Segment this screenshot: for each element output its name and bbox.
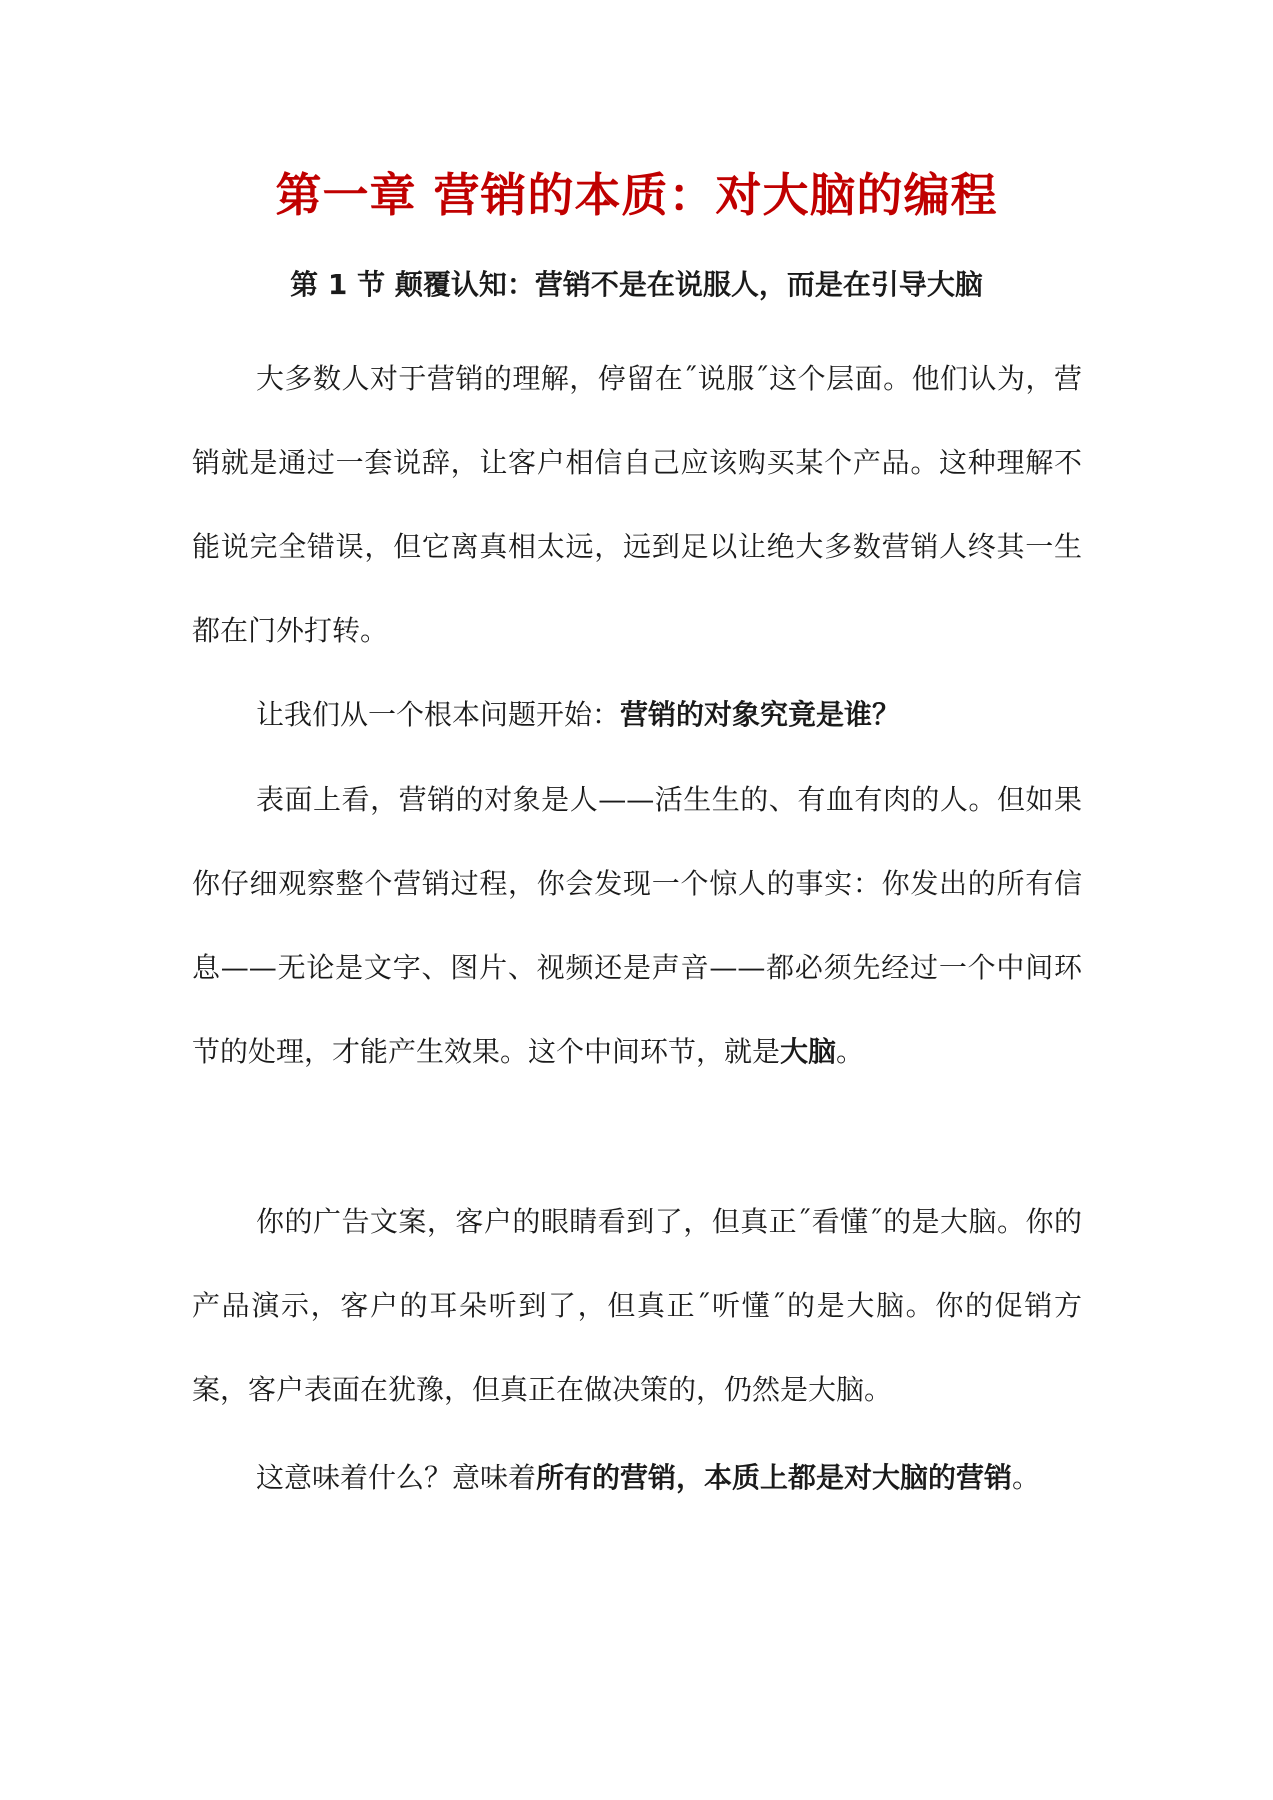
paragraph-text: 表面上看，营销的对象是人——活生生的、有血有肉的人。但如果你仔细观察整个营销过程，你会发现一个惊人的事实：你发出的所有信息——无论是文字、图片、视频还是声音——都必须先经过一个中间环节的处理，才能产生效果。这个中间环节，就是 (192, 783, 1082, 1068)
chapter-title: 第一章 营销的本质：对大脑的编程 (275, 168, 998, 222)
paragraph-examples: 你的广告文案，客户的眼睛看到了，但真正˝看懂˝的是大脑。你的产品演示，客户的耳朵听到了，但真正˝听懂˝的是大脑。你的促销方案，客户表面在犹豫，但真正在做决策的，仍然是大脑。 (192, 1205, 1082, 1406)
emphasis-text: 所有的营销，本质上都是对大脑的营销 (536, 1461, 1013, 1494)
paragraph-text: 。 (836, 1035, 865, 1068)
paragraph-misconception: 大多数人对于营销的理解，停留在˝说服˝这个层面。他们认为，营销就是通过一套说辞，让客户相信自己应该购买某个产品。这种理解不能说完全错误，但它离真相太远，远到足以让绝大多数营销人终其一生都在门外打转。 (192, 362, 1082, 647)
paragraph-question (192, 673, 1082, 757)
paragraph-brain-intermediary (192, 758, 1082, 1094)
emphasis-text: 营销的对象究竟是谁？ (620, 698, 901, 731)
paragraph-text: 让我们从一个根本问题开始： (256, 698, 621, 731)
paragraph-text: 。 (1012, 1461, 1041, 1494)
section-title: 第 1 节 颠覆认知：营销不是在说服人，而是在引导大脑 (290, 268, 983, 301)
paragraph-conclusion (192, 1436, 1082, 1520)
paragraph-text: 这意味着什么？意味着 (256, 1461, 537, 1494)
emphasis-text: 大脑 (780, 1035, 837, 1068)
